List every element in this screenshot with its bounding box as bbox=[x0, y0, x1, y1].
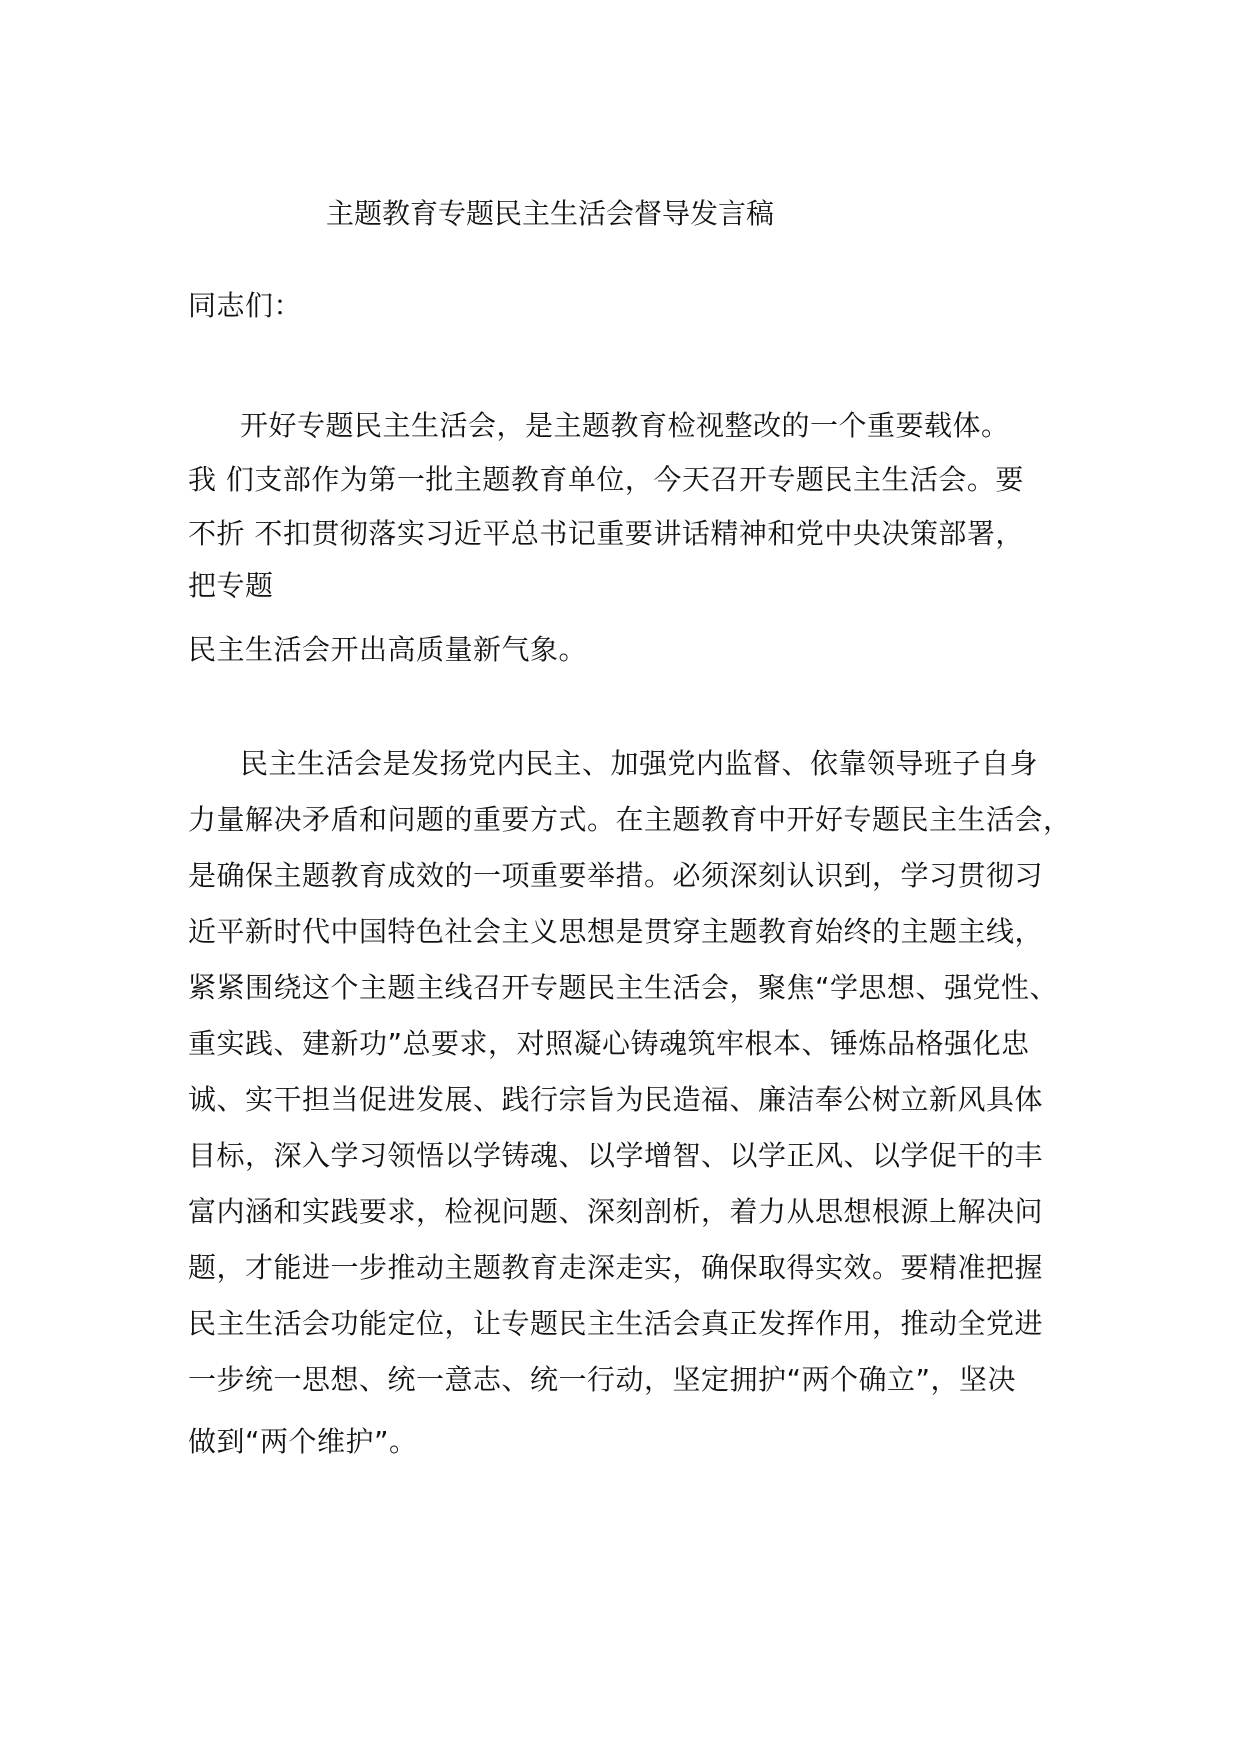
paragraph-line: 我 们支部作为第一批主题教育单位，今天召开专题民主生活会。要 bbox=[188, 463, 1024, 496]
paragraph-line: 题，才能进一步推动主题教育走深走实，确保取得实效。要精准把握 bbox=[188, 1251, 1044, 1284]
paragraph-line: 紧紧围绕这个主题主线召开专题民主生活会，聚焦“学思想、强党性、 bbox=[188, 971, 1059, 1004]
paragraph-line: 目标，深入学习领悟以学铸魂、以学增智、以学正风、以学促干的丰 bbox=[188, 1139, 1044, 1172]
paragraph-line: 民主生活会功能定位，让专题民主生活会真正发挥作用，推动全党进 bbox=[188, 1307, 1044, 1340]
paragraph-line: 是确保主题教育成效的一项重要举措。必须深刻认识到，学习贯彻习 bbox=[188, 859, 1044, 892]
paragraph-line: 富内涵和实践要求，检视问题、深刻剖析，着力从思想根源上解决问 bbox=[188, 1195, 1044, 1228]
paragraph-line: 重实践、建新功”总要求，对照凝心铸魂筑牢根本、锤炼品格强化忠 bbox=[188, 1027, 1030, 1060]
salutation: 同志们： bbox=[188, 289, 303, 322]
paragraph-line: 一步统一思想、统一意志、统一行动，坚定拥护“两个确立”，坚决 bbox=[188, 1363, 1017, 1396]
paragraph-line: 诚、实干担当促进发展、践行宗旨为民造福、廉洁奉公树立新风具体 bbox=[188, 1083, 1044, 1116]
paragraph-line: 开好专题民主生活会，是主题教育检视整改的一个重要载体。 bbox=[240, 409, 1010, 442]
document-title: 主题教育专题民主生活会督导发言稿 bbox=[326, 197, 775, 230]
paragraph-line: 把专题 bbox=[188, 569, 274, 602]
paragraph-line: 民主生活会是发扬党内民主、加强党内监督、依靠领导班子自身 bbox=[240, 747, 1039, 780]
paragraph-line: 民主生活会开出高质量新气象。 bbox=[188, 633, 588, 666]
paragraph-line: 力量解决矛盾和问题的重要方式。在主题教育中开好专题民主生活会， bbox=[188, 803, 1072, 836]
paragraph-line: 不折 不扣贯彻落实习近平总书记重要讲话精神和党中央决策部署， bbox=[188, 517, 1024, 550]
paragraph-line: 近平新时代中国特色社会主义思想是贯穿主题教育始终的主题主线， bbox=[188, 915, 1044, 948]
paragraph-line: 做到“两个维护”。 bbox=[188, 1425, 418, 1458]
